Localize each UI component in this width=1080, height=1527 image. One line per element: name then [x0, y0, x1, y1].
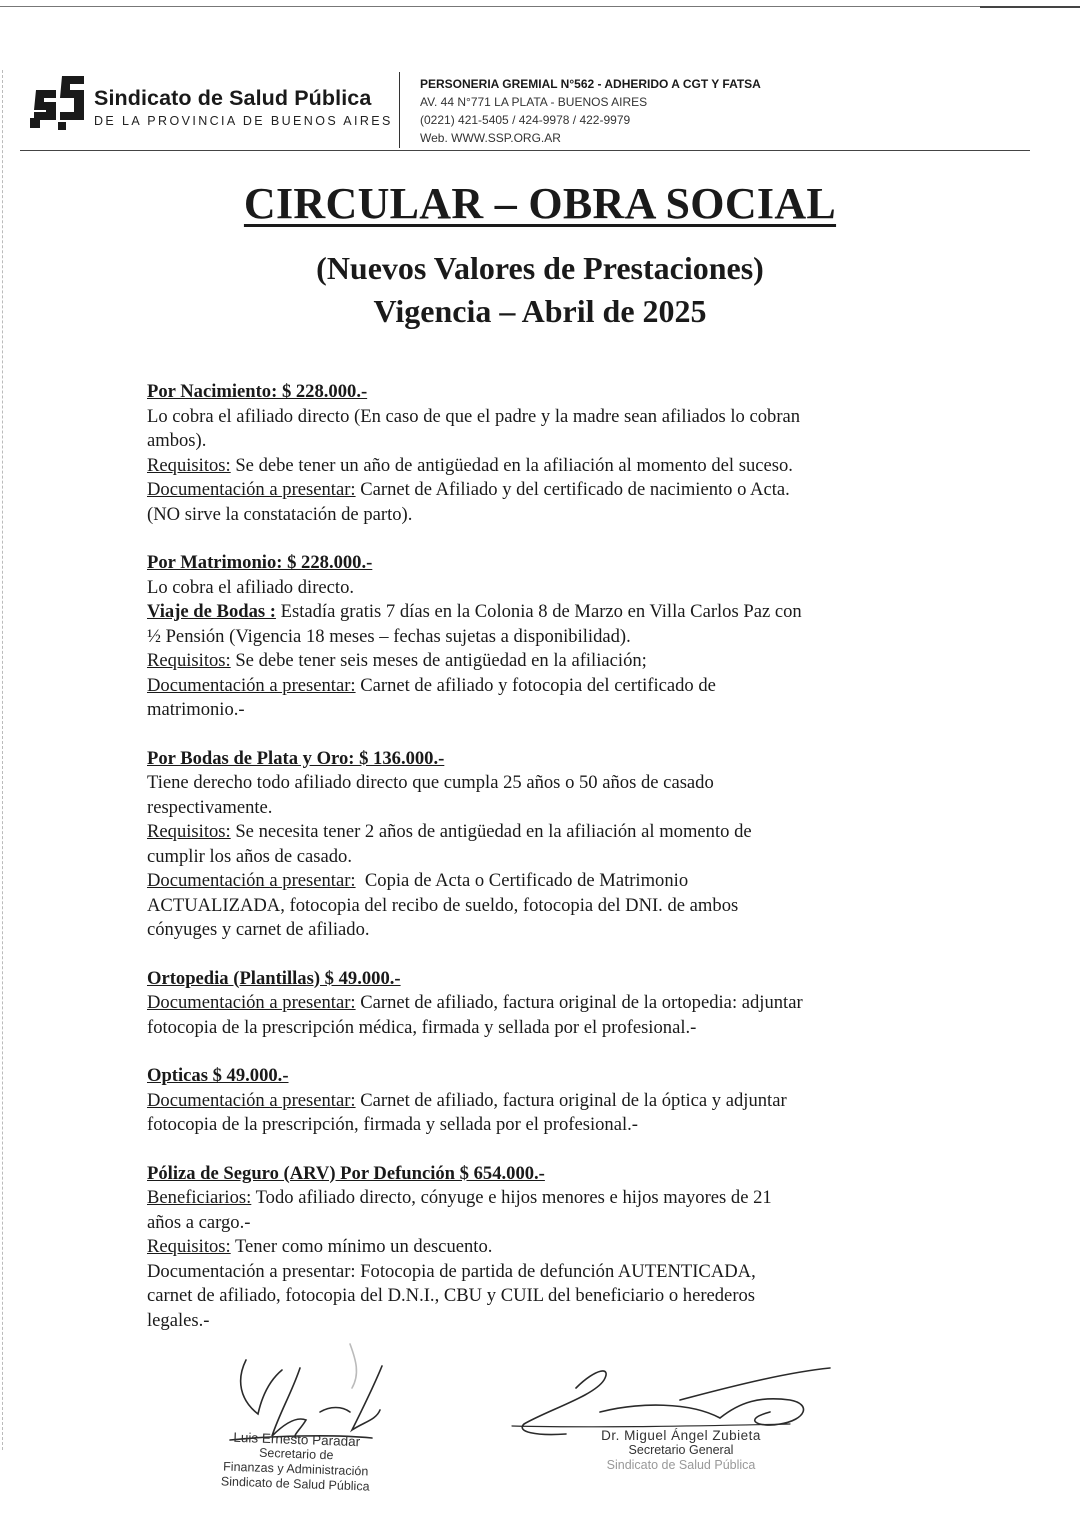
section-ortopedia [147, 967, 937, 1041]
document-body [147, 380, 937, 1357]
right-signer-role: Secretario General [628, 1443, 734, 1457]
documentation-line [147, 478, 937, 503]
honeymoon-text: Estadía gratis 7 días en la Colonia 8 de Marzo en Villa Carlos Paz con [275, 601, 802, 622]
document-validity: Vigencia – Abril de 2025 [373, 293, 707, 329]
documentation-text: Carnet de afiliado, factura original de la ortopedia: adjuntar [355, 992, 803, 1013]
document-title [0, 178, 1080, 229]
right-signature-stroke [512, 1424, 790, 1427]
section-bodas [147, 747, 937, 943]
requirements-line [147, 1235, 937, 1260]
requirements-line [147, 454, 937, 479]
heading-poliza: Póliza de Seguro (ARV) Por Defunción $ 654.000.- [147, 1162, 545, 1184]
right-signature-stroke [522, 1371, 606, 1435]
left-signature-block [195, 1429, 397, 1496]
header-divider [399, 72, 400, 148]
documentation-line: Documentación a presentar: Fotocopia de partida de defunción AUTENTICADA, [147, 1260, 756, 1282]
header-web: Web. WWW.SSP.ORG.AR [420, 131, 561, 145]
beneficiaries-label: Beneficiarios: [147, 1187, 252, 1208]
beneficiaries-line [147, 1186, 937, 1211]
text-line: (NO sirve la constatación de parto). [147, 503, 413, 525]
requirements-text: Se debe tener seis meses de antigüedad en la afiliación; [230, 650, 647, 671]
text-line: legales.- [147, 1309, 210, 1331]
ssp-logo-icon [28, 74, 86, 132]
documentation-label: Documentación a presentar: [147, 1089, 356, 1111]
honeymoon-line [147, 600, 937, 625]
heading-nacimiento: Por Nacimiento: $ 228.000.- [147, 381, 368, 402]
right-signature-block [566, 1428, 796, 1473]
left-signature-stroke [350, 1344, 356, 1388]
text-line: Lo cobra el afiliado directo. [147, 576, 355, 598]
requirements-label: Requisitos: [147, 1236, 231, 1257]
documentation-text: Carnet de afiliado, factura original de la óptica y adjuntar [355, 1089, 787, 1111]
section-opticas [147, 1064, 937, 1138]
left-signer-name: Luis Ernesto Paradar [233, 1429, 361, 1450]
requirements-label: Requisitos: [147, 821, 231, 842]
document-subtitle: (Nuevos Valores de Prestaciones) [316, 250, 764, 286]
section-nacimiento [147, 380, 937, 527]
org-subtitle: DE LA PROVINCIA DE BUENOS AIRES [94, 114, 393, 128]
text-line: cumplir los años de casado. [147, 845, 352, 867]
documentation-line [147, 674, 937, 699]
top-edge-mark [980, 0, 1080, 8]
left-signer-role: Finanzas y Administración [222, 1459, 369, 1479]
requirements-line [147, 820, 937, 845]
header-address: AV. 44 N°771 LA PLATA - BUENOS AIRES [420, 95, 648, 109]
right-signer-org: Sindicato de Salud Pública [606, 1458, 756, 1472]
requirements-label: Requisitos: [147, 454, 231, 476]
header-rule [20, 150, 1030, 151]
requirements-line [147, 649, 937, 674]
left-signature-stroke [272, 1368, 306, 1438]
documentation-line [147, 1089, 937, 1114]
text-line: carnet de afiliado, fotocopia del D.N.I., CBU y CUIL del beneficiario o herederos [147, 1285, 756, 1306]
documentation-text: Copia de Acta o Certificado de Matrimonio [355, 870, 689, 891]
text-line: fotocopia de la prescripción, firmada y sellada por el profesional.- [147, 1114, 638, 1135]
text-line: fotocopia de la prescripción médica, firmada y sellada por el profesional.- [147, 1016, 697, 1038]
header-personeria: PERSONERIA GREMIAL N°562 - ADHERIDO A CGT Y FATSA [420, 77, 761, 91]
documentation-label: Documentación a presentar: [147, 992, 356, 1013]
signatures-drawing [0, 1340, 1080, 1500]
heading-opticas: Opticas $ 49.000.- [147, 1065, 289, 1086]
text-line: ½ Pensión (Vigencia 18 meses – fechas sujetas a disponibilidad). [147, 625, 631, 647]
text-line: años a cargo.- [147, 1211, 251, 1233]
right-signature-stroke [680, 1368, 830, 1400]
text-line: respectivamente. [147, 796, 273, 818]
org-name: Sindicato de Salud Pública [94, 86, 372, 110]
documentation-label: Documentación a presentar: [147, 870, 356, 891]
text-line: Lo cobra el afiliado directo (En caso de que el padre y la madre sean afiliados lo cobran [147, 405, 801, 427]
text-line: cónyuges y carnet de afiliado. [147, 919, 370, 940]
header-info [420, 75, 761, 147]
text-line: matrimonio.- [147, 699, 245, 720]
left-signature-stroke [241, 1360, 282, 1414]
section-matrimonio [147, 551, 937, 723]
documentation-label: Documentación a presentar: [147, 674, 356, 696]
beneficiaries-text: Todo afiliado directo, cónyuge e hijos menores e hijos mayores de 21 [251, 1187, 772, 1208]
requirements-label: Requisitos: [147, 650, 231, 671]
heading-ortopedia: Ortopedia (Plantillas) $ 49.000.- [147, 967, 401, 989]
header-phones: (0221) 421-5405 / 424-9978 / 422-9979 [420, 113, 631, 127]
documentation-label: Documentación a presentar: [147, 479, 356, 500]
right-signature-stroke [600, 1399, 803, 1425]
heading-matrimonio: Por Matrimonio: $ 228.000.- [147, 552, 373, 573]
top-scan-line [0, 6, 1080, 7]
left-signer-org: Sindicato de Salud Pública [220, 1474, 370, 1494]
honeymoon-label: Viaje de Bodas : [147, 601, 276, 622]
documentation-text: Carnet de afiliado y fotocopia del certificado de [355, 674, 716, 696]
section-poliza [147, 1162, 937, 1334]
documentation-line [147, 991, 937, 1016]
right-signer-name: Dr. Miguel Ángel Zubieta [601, 1428, 761, 1443]
left-signer-role: Secretario de [258, 1445, 334, 1463]
left-signature-stroke [320, 1408, 350, 1413]
text-line: ACTUALIZADA, fotocopia del recibo de sueldo, fotocopia del DNI. de ambos [147, 894, 739, 916]
documentation-text: Carnet de Afiliado y del certificado de nacimiento o Acta. [355, 479, 790, 500]
text-line: Tiene derecho todo afiliado directo que cumpla 25 años o 50 años de casado [147, 772, 714, 793]
requirements-text: Tener como mínimo un descuento. [230, 1236, 493, 1257]
document-title-text: CIRCULAR – OBRA SOCIAL [243, 179, 837, 228]
requirements-text: Se debe tener un año de antigüedad en la afiliación al momento del suceso. [230, 454, 793, 476]
requirements-text: Se necesita tener 2 años de antigüedad en la afiliación al momento de [230, 821, 752, 842]
heading-bodas: Por Bodas de Plata y Oro: $ 136.000.- [147, 747, 445, 769]
text-line: ambos). [147, 430, 207, 451]
documentation-line [147, 869, 937, 894]
